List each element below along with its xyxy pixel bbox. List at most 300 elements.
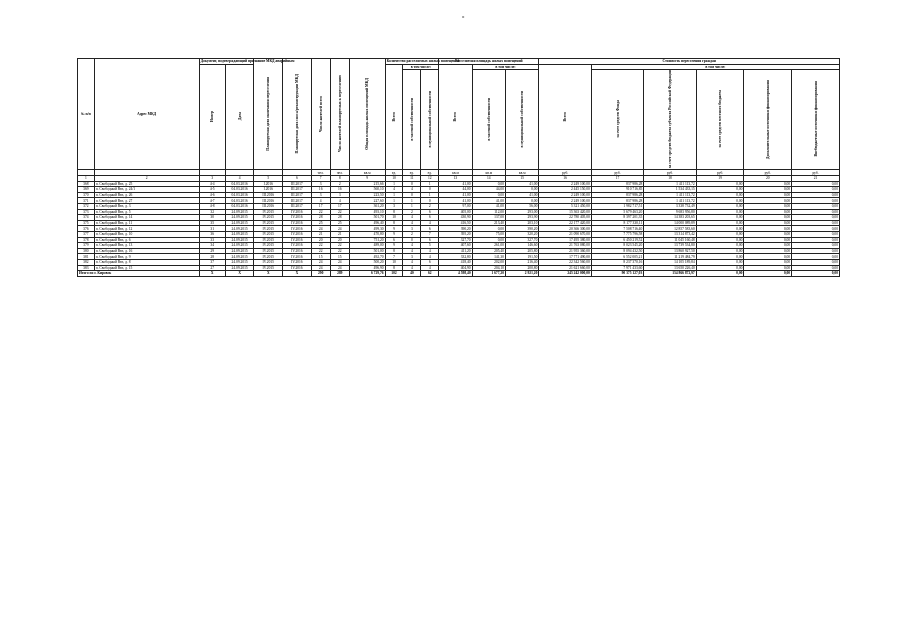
column-number-row-cell: 15: [505, 176, 538, 182]
cell-no: 371: [78, 198, 95, 204]
cell-ext2: 0,00: [792, 192, 840, 198]
cell-loc: 0,00: [696, 192, 744, 198]
cell-area: 500,20: [349, 259, 385, 265]
cell-doc: 4-5: [199, 187, 225, 193]
cell-ext: 0,00: [744, 203, 792, 209]
cell-res-p: 21: [330, 231, 349, 237]
header-local: за счет средств местного бюджета: [696, 70, 744, 170]
cell-ext2: 0,00: [792, 243, 840, 249]
cell-fund: 837 986,28: [591, 192, 643, 198]
cell-reloc: I.2016: [254, 187, 283, 193]
header-fund: за счет средств Фонда: [591, 70, 643, 170]
cell-a-mun: 205,80: [505, 248, 538, 254]
cell-a-all: 411,20: [439, 248, 472, 254]
cell-ext: 0,00: [744, 198, 792, 204]
header-row-no: № п/п: [78, 59, 95, 170]
totals-fund: 90 375 127,03: [591, 271, 643, 277]
cell-priv: 2: [403, 209, 421, 215]
cell-a-all: 418,40: [439, 259, 472, 265]
cell-res: 15: [311, 254, 330, 260]
cell-reg: 13 860 927,50: [644, 248, 696, 254]
cell-a-priv: 0,00: [472, 237, 505, 243]
cell-area: 751,20: [349, 237, 385, 243]
totals-area: 6 729,76: [349, 271, 385, 277]
cell-no: 370: [78, 192, 95, 198]
totals-cell: X: [283, 271, 312, 277]
cell-mun: 2: [421, 203, 439, 209]
cell-all: 10: [385, 259, 403, 265]
cell-loc: 0,00: [696, 181, 744, 187]
cell-reloc: III.2016: [254, 203, 283, 209]
totals-cell: X: [225, 271, 254, 277]
cell-area: 501,00: [349, 248, 385, 254]
cell-a-all: 416,50: [439, 220, 472, 226]
cell-addr: п. Свободный Ввз, д. 6: [94, 237, 199, 243]
cell-no: 368: [78, 181, 95, 187]
cell-mun: 6: [421, 215, 439, 221]
cell-reg: 9 683 956,80: [644, 209, 696, 215]
cell-reg: 11 045 160,48: [644, 237, 696, 243]
cell-reloc: IV.2015: [254, 237, 283, 243]
units-row-cell: чел.: [330, 170, 349, 176]
units-row-cell: кв.м: [472, 170, 505, 176]
cell-reg: 14 383 203,65: [644, 215, 696, 221]
cell-a-priv: 137,00: [472, 215, 505, 221]
cell-cost: 22 780 405,00: [539, 215, 591, 221]
cell-reg: 13 650 226,40: [644, 265, 696, 271]
cell-addr: п. Свободный Ввз, д. 14: [94, 215, 199, 221]
cell-doc: 36: [199, 231, 225, 237]
cell-a-all: 395,20: [439, 231, 472, 237]
cell-loc: 0,00: [696, 198, 744, 204]
cell-ext: 0,00: [744, 226, 792, 232]
cell-loc: 0,00: [696, 187, 744, 193]
cell-res-p: 15: [330, 254, 349, 260]
column-number-row-cell: 2: [94, 176, 199, 182]
cell-area: 560,10: [349, 187, 385, 193]
column-number-row-cell: 21: [792, 176, 840, 182]
cell-area: 501,70: [349, 215, 385, 221]
cell-cost: 17 771 490,00: [539, 254, 591, 260]
totals-area-all: 4 598,40: [439, 271, 472, 277]
units-row-cell: руб.: [744, 170, 792, 176]
cell-demo: III.2017: [283, 181, 312, 187]
cell-addr: п. Свободный Ввз, д. 12: [94, 226, 199, 232]
cell-reloc: IV.2015: [254, 231, 283, 237]
cell-ext: 0,00: [744, 181, 792, 187]
cell-a-mun: 320,20: [505, 231, 538, 237]
cell-a-mun: 56,00: [505, 203, 538, 209]
header-area-incl: в том числе:: [472, 64, 539, 70]
column-number-row-cell: 20: [744, 176, 792, 182]
cell-a-priv: 112,00: [472, 209, 505, 215]
cell-addr: п. Свободный Ввз, д. 13: [94, 243, 199, 249]
cell-demo: IV.2016: [283, 220, 312, 226]
cell-reloc: IV.2015: [254, 215, 283, 221]
cell-cost: 2 249 100,00: [539, 181, 591, 187]
cell-all: 8: [385, 220, 403, 226]
cell-date: 04.03.2016: [225, 192, 254, 198]
cell-cost: 2 249 100,00: [539, 198, 591, 204]
cell-a-all: 41,00: [439, 198, 472, 204]
cell-priv: 4: [403, 265, 421, 271]
cell-date: 24.09.2015: [225, 248, 254, 254]
cell-area: 496,90: [349, 265, 385, 271]
cell-priv: 4: [403, 259, 421, 265]
cell-res: 17: [311, 203, 330, 209]
cell-loc: 0,00: [696, 254, 744, 260]
cell-res-p: 25: [330, 220, 349, 226]
cell-a-all: 41,00: [439, 181, 472, 187]
cell-date: 24.09.2015: [225, 215, 254, 221]
cell-a-mun: 0,00: [505, 187, 538, 193]
cell-fund: 837 986,28: [591, 181, 643, 187]
cell-reg: 12 857 583,60: [644, 226, 696, 232]
cell-no: 378: [78, 237, 95, 243]
totals-area-private: 1 677,20: [472, 271, 505, 277]
cell-addr: п. Свободный Ввз, д. 15: [94, 265, 199, 271]
totals-cost: 245 242 000,00: [539, 271, 591, 277]
cell-all: 1: [385, 181, 403, 187]
cell-priv: 4: [403, 220, 421, 226]
cell-a-priv: 205,40: [472, 248, 505, 254]
cell-a-mun: 216,40: [505, 259, 538, 265]
cell-res-p: 17: [330, 203, 349, 209]
totals-rooms-municipal: 62: [421, 271, 439, 277]
cell-doc: 4-8: [199, 203, 225, 209]
cell-demo: III.2017: [283, 198, 312, 204]
column-number-row-cell: 17: [591, 176, 643, 182]
units-row-cell: руб.: [539, 170, 591, 176]
cell-a-mun: 41,00: [505, 192, 538, 198]
cell-addr: п. Свободный Ввз, д. 16: [94, 248, 199, 254]
cell-priv: 0: [403, 181, 421, 187]
cell-fund: 7 775 796,58: [591, 231, 643, 237]
column-number-row-cell: 6: [283, 176, 312, 182]
cell-demo: IV.2016: [283, 226, 312, 232]
cell-reg: 13 739 534,80: [644, 243, 696, 249]
column-number-row-cell: 10: [385, 176, 403, 182]
cell-addr: п. Свободный Ввз, д. 3: [94, 203, 199, 209]
header-doc-date: Дата: [225, 64, 254, 170]
cell-doc: 32: [199, 209, 225, 215]
cell-fund: 837 986,28: [591, 198, 643, 204]
cell-loc: 0,00: [696, 248, 744, 254]
cell-a-all: 332,80: [439, 254, 472, 260]
cell-loc: 0,00: [696, 265, 744, 271]
cell-res: 22: [311, 243, 330, 249]
cell-loc: 0,00: [696, 209, 744, 215]
cell-doc: 4-4: [199, 181, 225, 187]
cell-ext2: 0,00: [792, 198, 840, 204]
cell-res-p: 16: [330, 187, 349, 193]
cell-mun: 6: [421, 226, 439, 232]
header-rooms-municipal: в муниципальной собственности: [421, 70, 439, 170]
cell-addr: п. Свободный Ввз, д. 11: [94, 220, 199, 226]
cell-doc: 33: [199, 237, 225, 243]
cell-addr: п. Свободный Ввз, д. 10: [94, 231, 199, 237]
cell-a-mun: 146,60: [505, 243, 538, 249]
cell-fund: 8 177 330,11: [591, 220, 643, 226]
cell-reloc: I.2016: [254, 181, 283, 187]
cell-a-priv: 0,00: [472, 181, 505, 187]
header-doc-number: Номер: [199, 64, 225, 170]
cell-date: 04.03.2016: [225, 181, 254, 187]
cell-ext2: 0,00: [792, 259, 840, 265]
cell-mun: 1: [421, 192, 439, 198]
column-number-row-cell: 8: [330, 176, 349, 182]
cell-a-mun: 390,20: [505, 226, 538, 232]
cell-doc: 4-7: [199, 198, 225, 204]
cell-a-mun: 327,70: [505, 237, 538, 243]
cell-all: 8: [385, 265, 403, 271]
cell-ext2: 0,00: [792, 220, 840, 226]
relocation-register-table: [77, 58, 840, 277]
cell-a-priv: 41,00: [472, 198, 505, 204]
cell-a-mun: 203,10: [505, 220, 538, 226]
cell-priv: 4: [403, 187, 421, 193]
cell-priv: 3: [403, 254, 421, 260]
cell-res: 25: [311, 220, 330, 226]
cell-a-all: 404,90: [439, 265, 472, 271]
cell-reloc: III.2016: [254, 192, 283, 198]
cell-date: 04.03.2016: [225, 187, 254, 193]
cell-res: 24: [311, 259, 330, 265]
totals-local: 0,00: [696, 271, 744, 277]
cell-ext: 0,00: [744, 259, 792, 265]
cell-date: 24.09.2015: [225, 220, 254, 226]
column-number-row-cell: 16: [539, 176, 591, 182]
cell-a-all: 430,90: [439, 215, 472, 221]
cell-a-priv: 0,00: [472, 192, 505, 198]
cell-no: 379: [78, 243, 95, 249]
cell-demo: III.2017: [283, 187, 312, 193]
cell-no: 380: [78, 248, 95, 254]
cell-ext: 0,00: [744, 209, 792, 215]
cell-date: 24.09.2015: [225, 209, 254, 215]
cell-cost: 2 249 100,00: [539, 192, 591, 198]
cell-area: 499,30: [349, 226, 385, 232]
cell-no: 383: [78, 265, 95, 271]
totals-body: [78, 271, 840, 277]
cell-ext: 0,00: [744, 187, 792, 193]
cell-fund: 8 023 545,20: [591, 243, 643, 249]
cell-reg: 1 411 113,72: [644, 181, 696, 187]
cell-ext: 0,00: [744, 215, 792, 221]
cell-area: 215,66: [349, 181, 385, 187]
cell-fund: 8 397 201,35: [591, 215, 643, 221]
cell-no: 377: [78, 231, 95, 237]
cell-date: 04.03.2016: [225, 198, 254, 204]
cell-ext: 0,00: [744, 248, 792, 254]
cell-loc: 0,00: [696, 226, 744, 232]
cell-cost: 17 495 380,00: [539, 237, 591, 243]
cell-fund: 8 237 370,16: [591, 259, 643, 265]
cell-res: 24: [311, 226, 330, 232]
header-area-group: Расселяемая площадь жилых помещений: [439, 59, 539, 65]
cell-a-mun: 293,00: [505, 209, 538, 215]
cell-res-p: 2: [330, 181, 349, 187]
units-row-cell: руб.: [591, 170, 643, 176]
cell-mun: 0: [421, 198, 439, 204]
column-number-row-cell: 12: [421, 176, 439, 182]
cell-demo: IV.2016: [283, 231, 312, 237]
cell-addr: п. Свободный Ввз, д. 24/1: [94, 187, 199, 193]
cell-date: 24.09.2015: [225, 237, 254, 243]
data-rows-body: [78, 181, 840, 271]
cell-loc: 0,00: [696, 215, 744, 221]
cell-no: 374: [78, 215, 95, 221]
column-number-row-cell: 1: [78, 176, 95, 182]
cell-ext: 0,00: [744, 220, 792, 226]
cell-all: 6: [385, 237, 403, 243]
cell-reg: 1 411 113,72: [644, 192, 696, 198]
totals-regional: 154 866 872,97: [644, 271, 696, 277]
cell-addr: п. Свободный Ввз, д. 9: [94, 254, 199, 260]
units-row-cell: руб.: [792, 170, 840, 176]
cell-no: 376: [78, 226, 95, 232]
column-number-row-cell: 5: [254, 176, 283, 182]
cell-ext: 0,00: [744, 231, 792, 237]
cell-all: 8: [385, 209, 403, 215]
cell-fund: 1 982 717,51: [591, 203, 643, 209]
cell-all: 9: [385, 226, 403, 232]
cell-area: 493,10: [349, 209, 385, 215]
cell-res-p: 24: [330, 226, 349, 232]
header-regional: за счет средств бюджета субъекта Российской Федерации: [644, 70, 696, 170]
cell-reloc: III.2016: [254, 198, 283, 204]
totals-cell: X: [254, 271, 283, 277]
cell-fund: 6 450 219,52: [591, 237, 643, 243]
cell-cost: 20 366 300,00: [539, 226, 591, 232]
totals-row: [78, 271, 840, 277]
column-number-row-cell: 7: [311, 176, 330, 182]
cell-cost: 21 090 670,00: [539, 231, 591, 237]
cell-priv: 0: [403, 237, 421, 243]
cell-mun: 4: [421, 254, 439, 260]
units-row-cell: ед.: [421, 170, 439, 176]
cell-cost: 15 363 420,00: [539, 209, 591, 215]
cell-doc: 34: [199, 243, 225, 249]
cell-fund: 7 971 433,60: [591, 265, 643, 271]
cell-all: 4: [385, 187, 403, 193]
cell-res: 22: [311, 248, 330, 254]
cell-demo: III.2017: [283, 203, 312, 209]
cell-a-all: 41,00: [439, 192, 472, 198]
cell-demo: IV.2016: [283, 265, 312, 271]
totals-residents: 290: [311, 271, 330, 277]
column-number-row-cell: 18: [644, 176, 696, 182]
header-rooms-incl: в том числе:: [403, 64, 439, 70]
cell-cost: 22 177 420,00: [539, 220, 591, 226]
header-residents-planned: Число жителей планируемых к переселению: [330, 59, 349, 170]
cell-priv: 3: [403, 226, 421, 232]
cell-all: 8: [385, 248, 403, 254]
cell-mun: 6: [421, 259, 439, 265]
cell-fund: 8 094 432,50: [591, 248, 643, 254]
cell-a-mun: 41,00: [505, 181, 538, 187]
cell-demo: IV.2016: [283, 243, 312, 249]
cell-ext: 0,00: [744, 192, 792, 198]
cell-doc: 30: [199, 215, 225, 221]
cell-ext2: 0,00: [792, 254, 840, 260]
cell-priv: 0: [403, 192, 421, 198]
cell-a-priv: 41,00: [472, 203, 505, 209]
cell-ext2: 0,00: [792, 181, 840, 187]
cell-res: 3: [311, 181, 330, 187]
cell-cost: 21 955 360,00: [539, 248, 591, 254]
header-rooms-all: Всего: [385, 64, 403, 170]
cell-reloc: IV.2015: [254, 209, 283, 215]
cell-reg: 13 314 873,42: [644, 231, 696, 237]
cell-all: 9: [385, 231, 403, 237]
cell-ext2: 0,00: [792, 203, 840, 209]
cell-res-p: 24: [330, 265, 349, 271]
cell-ext: 0,00: [744, 237, 792, 243]
cell-doc: 31: [199, 226, 225, 232]
header-extra2: Внебюджетные источники финансирования: [792, 70, 840, 170]
cell-cost: 22 342 560,00: [539, 259, 591, 265]
header-address: Адрес МКД: [94, 59, 199, 170]
cell-addr: п. Свободный Ввз, д. 5: [94, 209, 199, 215]
header-extra: Дополнительные источники финансирования: [744, 70, 792, 170]
totals-label: Итого по г. Кировск: [78, 271, 200, 277]
totals-extra2: 0,00: [792, 271, 840, 277]
cell-reloc: IV.2015: [254, 220, 283, 226]
units-row-cell: ед.: [385, 170, 403, 176]
cell-fund: 910 716,85: [591, 187, 643, 193]
cell-a-priv: 261,00: [472, 243, 505, 249]
cell-ext: 0,00: [744, 243, 792, 249]
cell-res: 16: [311, 187, 330, 193]
cell-mun: 7: [421, 231, 439, 237]
cell-priv: 2: [403, 231, 421, 237]
cell-all: 1: [385, 198, 403, 204]
cell-all: 7: [385, 254, 403, 260]
cell-a-all: 97,00: [439, 203, 472, 209]
cell-ext2: 0,00: [792, 248, 840, 254]
cell-cost: 5 321 450,00: [539, 203, 591, 209]
cell-ext2: 0,00: [792, 226, 840, 232]
cell-loc: 0,00: [696, 237, 744, 243]
cell-demo: IV.2016: [283, 254, 312, 260]
cell-all: 1: [385, 192, 403, 198]
cell-res-p: 4: [330, 198, 349, 204]
cell-doc: 4-6: [199, 192, 225, 198]
cell-a-all: 327,70: [439, 237, 472, 243]
header-planned-relocation: Планируемая дата окончания переселения: [254, 59, 283, 170]
cell-ext: 0,00: [744, 265, 792, 271]
cell-a-priv: 0,00: [472, 226, 505, 232]
cell-reg: 11 219 484,79: [644, 254, 696, 260]
cell-demo: IV.2016: [283, 209, 312, 215]
cell-fund: 6 552 005,21: [591, 254, 643, 260]
cell-priv: 4: [403, 215, 421, 221]
cell-date: 24.09.2015: [225, 226, 254, 232]
header-total-area: Общая площадь жилых помещений МКД: [349, 59, 385, 170]
cell-priv: 4: [403, 243, 421, 249]
cell-res-p: 22: [330, 243, 349, 249]
cell-priv: 4: [403, 248, 421, 254]
header-rooms-private: в частной собственности: [403, 70, 421, 170]
header-area-all: Всего: [439, 64, 472, 170]
cell-reloc: IV.2015: [254, 254, 283, 260]
cell-date: 24.09.2015: [225, 259, 254, 265]
cell-loc: 0,00: [696, 231, 744, 237]
cell-loc: 0,00: [696, 203, 744, 209]
cell-ext2: 0,00: [792, 215, 840, 221]
cell-cost: 21 621 660,00: [539, 265, 591, 271]
